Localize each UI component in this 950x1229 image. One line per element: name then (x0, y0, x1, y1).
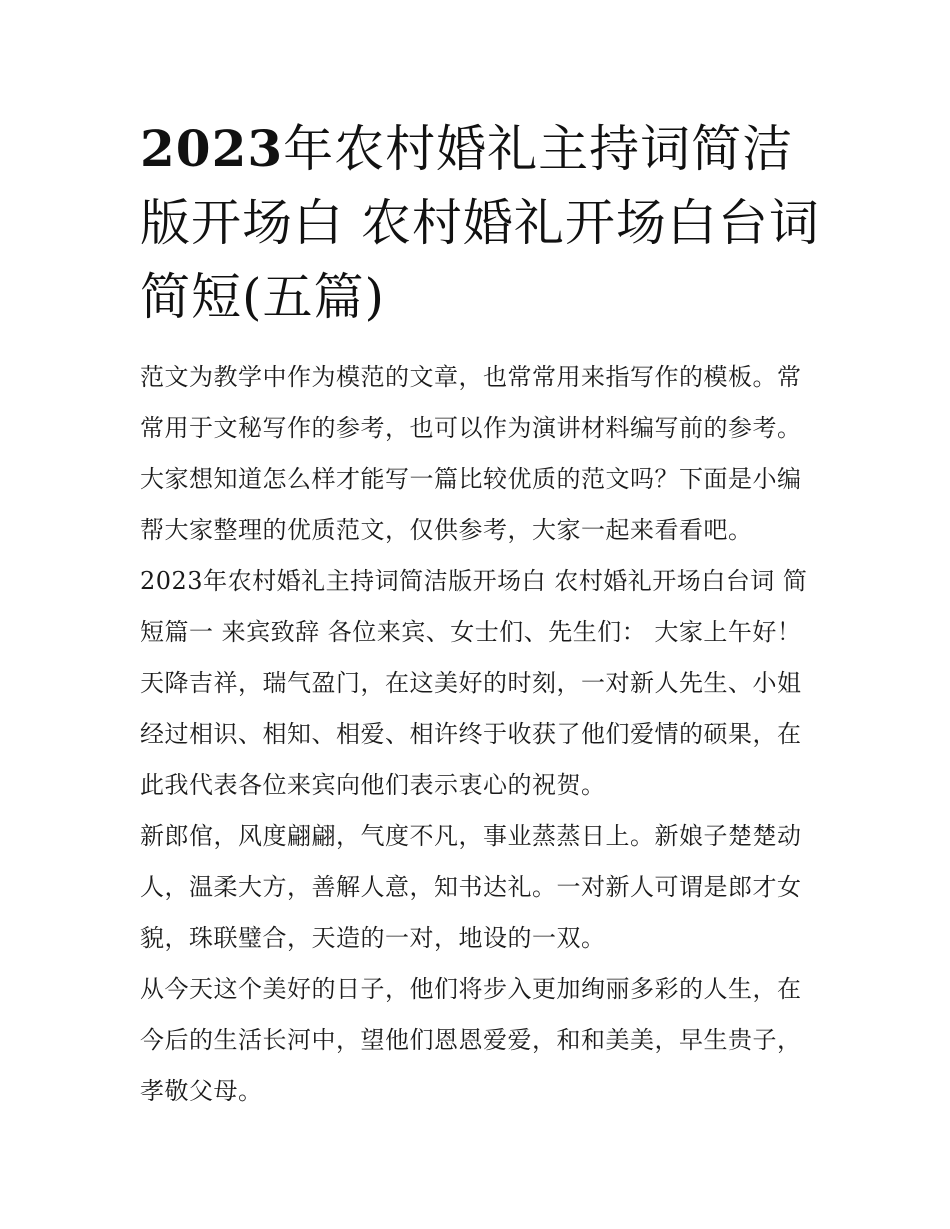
paragraph-opening: 2023年农村婚礼主持词简洁版开场白 农村婚礼开场白台词 简短篇一 来宾致辞 各位来宾、女士们、先生们： 大家上午好！天降吉祥，瑞气盈门，在这美好的时刻，一对新人先生、小姐经过相识、相知、相爱、相许终于收获了他们爱情的硕果，在此我代表各位来宾向他们表示衷心的祝贺。 (140, 567, 808, 799)
paragraph-wishes: 从今天这个美好的日子，他们将步入更加绚丽多彩的人生，在今后的生活长河中，望他们恩恩爱爱，和和美美，早生贵子，孝敬父母。 (140, 975, 802, 1105)
document-body (140, 112, 820, 1117)
title-text: 年农村婚礼主持词简洁版开场白 农村婚礼开场白台词简短(五篇) (140, 120, 820, 326)
title-year: 2023 (140, 119, 284, 178)
paragraph-intro: 范文为教学中作为模范的文章，也常常用来指写作的模板。常常用于文秘写作的参考，也可以作为演讲材料编写前的参考。大家想知道怎么样才能写一篇比较优质的范文吗？下面是小编帮大家整理的优质范文，仅供参考，大家一起来看看吧。 (140, 363, 802, 544)
document-title (140, 112, 820, 334)
paragraph-couple: 新郎倌，风度翩翩，气度不凡，事业蒸蒸日上。新娘子楚楚动人，温柔大方，善解人意，知书达礼。一对新人可谓是郎才女貌，珠联璧合，天造的一对，地设的一双。 (140, 822, 802, 952)
